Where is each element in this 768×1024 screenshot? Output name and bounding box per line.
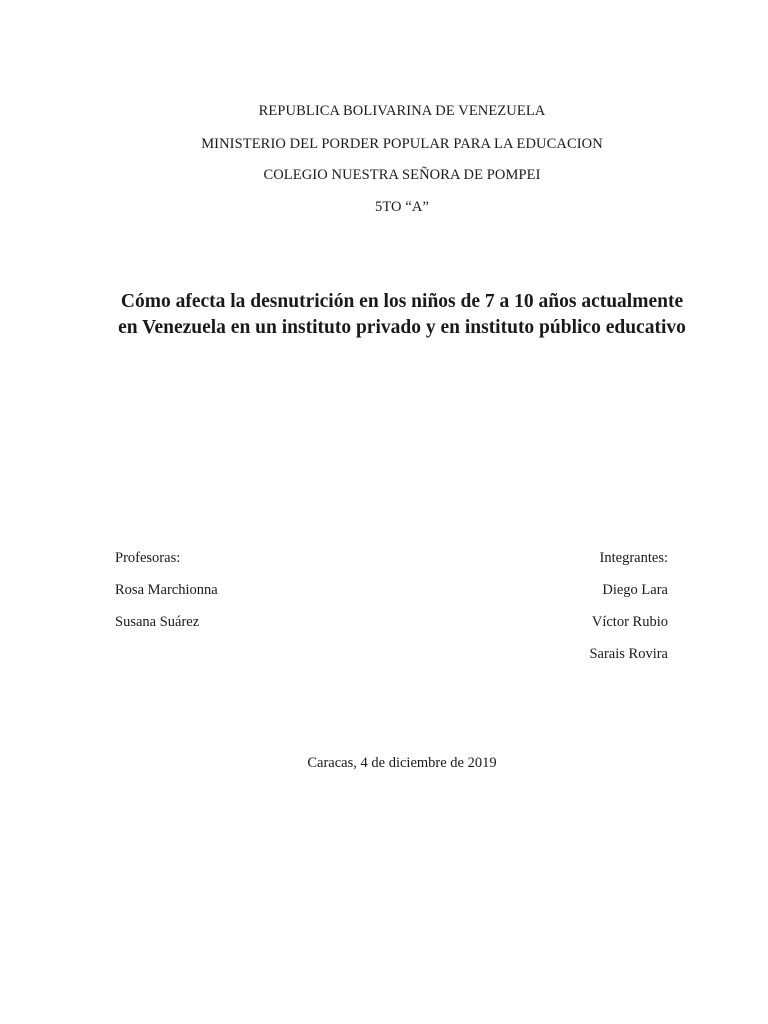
header-ministry: MINISTERIO DEL PORDER POPULAR PARA LA EDUCACION [201, 136, 603, 152]
header-grade: 5TO “A” [375, 199, 429, 215]
members-heading: Integrantes: [599, 550, 668, 566]
member-name: Sarais Rovira [589, 646, 668, 662]
header-republic: REPUBLICA BOLIVARINA DE VENEZUELA [258, 103, 546, 119]
document-title: Cómo afecta la desnutrición en los niños de 7 a 10 años actualmente en Venezuela en un instituto privado y en instituto público educativo [118, 291, 686, 338]
member-name: Víctor Rubio [591, 614, 668, 630]
professor-name: Rosa Marchionna [115, 582, 218, 598]
header-school: COLEGIO NUESTRA SEÑORA DE POMPEI [263, 167, 541, 183]
member-name: Diego Lara [602, 582, 668, 598]
professors-heading: Profesoras: [115, 550, 181, 566]
place-date: Caracas, 4 de diciembre de 2019 [307, 755, 497, 771]
professor-name: Susana Suárez [115, 614, 200, 630]
